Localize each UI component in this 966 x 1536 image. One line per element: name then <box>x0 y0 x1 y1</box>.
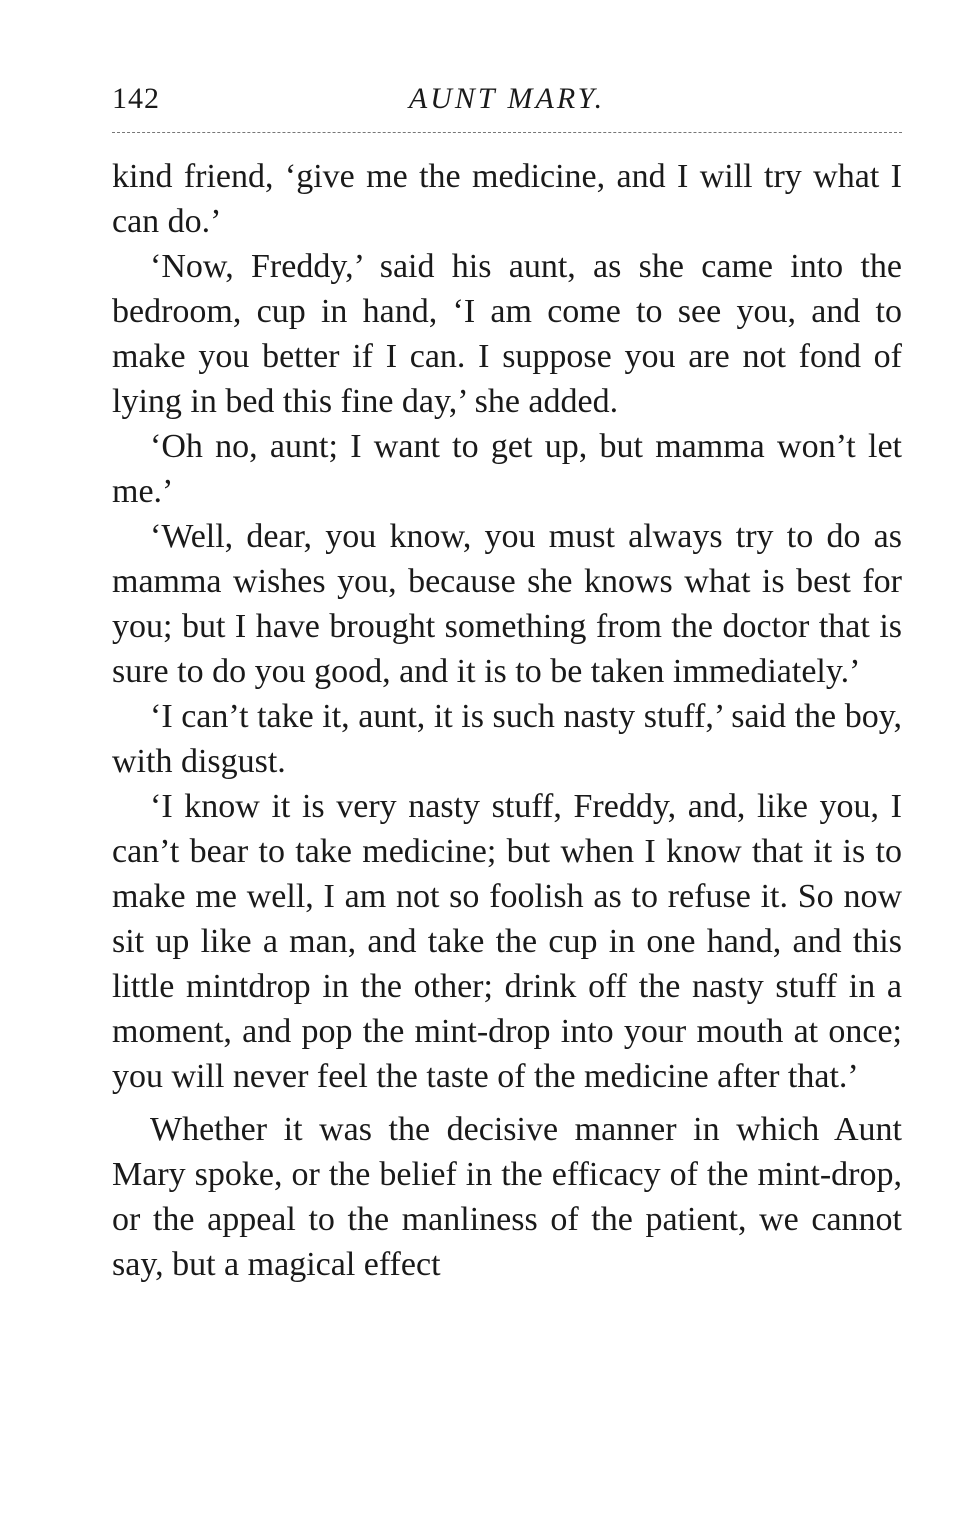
page-number: 142 <box>112 82 160 115</box>
running-title: AUNT MARY. <box>408 82 606 115</box>
paragraph: ‘I know it is very nasty stuff, Freddy, and, like you, I can’t bear to take medicine; but when I know that it is to make me well, I am not so foolish as to refuse it. So now sit up like a man, and take the cup in one hand, and this little mintdrop in the other; drink off the nasty stuff in a moment, and pop the mint-drop into your mouth at once; you will never feel the taste of the medicine after that.’ <box>112 788 902 1095</box>
paragraph: ‘Now, Freddy,’ said his aunt, as she came into the bedroom, cup in hand, ‘I am come to see you, and to make you better if I can. I suppose you are not fond of lying in bed this fine day,’ she added. <box>112 248 902 420</box>
page-header <box>112 82 902 122</box>
paragraph: kind friend, ‘give me the medicine, and I will try what I can do.’ <box>112 158 902 240</box>
body-text <box>112 154 902 1287</box>
paragraph: ‘I can’t take it, aunt, it is such nasty stuff,’ said the boy, with disgust. <box>112 698 902 780</box>
paragraph: ‘Oh no, aunt; I want to get up, but mamma won’t let me.’ <box>112 428 902 510</box>
paragraph: ‘Well, dear, you know, you must always try to do as mamma wishes you, because she knows what is best for you; but I have brought something from the doctor that is sure to do you good, and it is to be taken immediately.’ <box>112 518 902 690</box>
paragraph: Whether it was the decisive manner in which Aunt Mary spoke, or the belief in the efficacy of the mint-drop, or the appeal to the manliness of the patient, we cannot say, but a magical effect <box>112 1111 902 1283</box>
header-rule <box>112 132 902 133</box>
